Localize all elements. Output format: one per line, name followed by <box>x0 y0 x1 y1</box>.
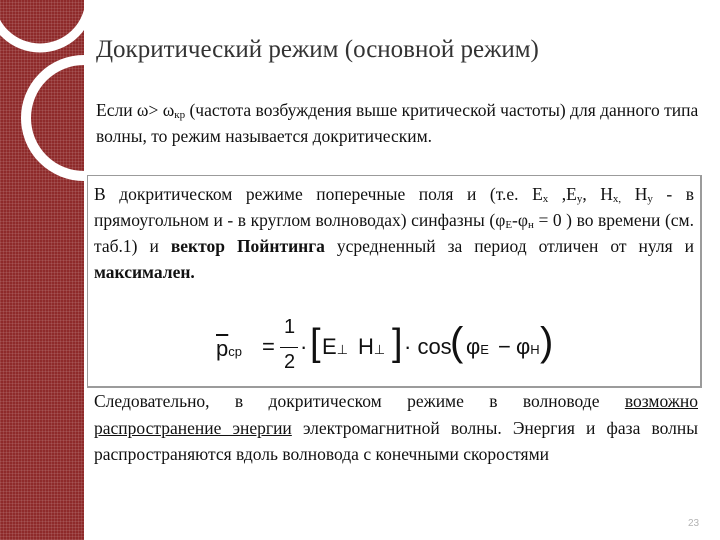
p2-sub-6: н <box>527 219 534 231</box>
slide-title: Докритический режим (основной режим) <box>96 36 539 63</box>
p2-text-4: H <box>621 184 648 204</box>
p2-sub-4: y <box>647 193 653 205</box>
formula-e: E <box>322 334 337 359</box>
omega-cr-subscript: кр <box>174 109 186 121</box>
p2-text-7: = 0 ) во времени (см. таб.1) и <box>94 210 694 256</box>
formula-phi-h <box>516 334 540 360</box>
formula-dot: · <box>300 334 308 359</box>
p2-sub-5: E <box>505 219 513 231</box>
formula-left-paren: ( <box>450 320 464 364</box>
p2-sub-1: x <box>542 193 549 205</box>
p3-text-1: Следовательно, в докритическом режиме в волноводе <box>94 391 625 411</box>
p2-text-1: В докритическом режиме поперечные поля и (т.е. E <box>94 184 543 204</box>
formula-h-perp <box>358 334 385 360</box>
formula-e-sub: ⊥ <box>336 342 349 357</box>
p3-text-2: электромагнитной волны. Энергия и фаза волны распространяются вдоль волновода с конечными скоростями <box>94 417 698 464</box>
formula-right-bracket: ] <box>392 322 403 364</box>
formula-phi-h-sub: H <box>530 342 540 357</box>
p2-text-2: ,E <box>548 184 577 204</box>
poynting-formula <box>212 318 552 382</box>
formula-left-bracket: [ <box>310 322 321 364</box>
formula-phi-e-sub: E <box>480 342 489 357</box>
formula-e-perp <box>322 334 348 360</box>
formula-p-bar <box>216 336 242 362</box>
intro-rest: (частота возбуждения выше критической частоты) для данного типа волны, то режим называется докритическим. <box>96 100 699 146</box>
formula-equals: = <box>262 334 275 359</box>
formula-numerator: 1 <box>284 316 296 338</box>
poynting-vector-bold: вектор Пойнтинга <box>170 236 325 256</box>
p2-sub-2: y <box>576 193 583 205</box>
ring-top <box>0 0 90 48</box>
formula-denominator: 2 <box>284 351 296 373</box>
formula-phi-h-symbol: φ <box>516 334 531 359</box>
formula-p-sub: ср <box>228 344 242 359</box>
formula-cos: · cos <box>404 334 452 359</box>
page-number: 23 <box>688 518 700 529</box>
formula-minus: − <box>498 334 511 359</box>
p2-text-6: -φ <box>512 210 528 230</box>
formula-fraction-bar <box>280 347 298 348</box>
formula-right-paren: ) <box>540 320 554 364</box>
formula-h: H <box>358 334 374 359</box>
formula-p: $\overline{p}$ <box>216 336 229 361</box>
conclusion-paragraph <box>94 388 698 468</box>
subcritical-paragraph <box>94 181 694 285</box>
p2-sub-3: x, <box>612 193 622 205</box>
p2-text-5: - в прямоугольном и - в круглом волноводах) синфазны (φ <box>94 184 694 230</box>
formula-h-sub: ⊥ <box>373 342 386 357</box>
formula-phi-e-symbol: φ <box>466 334 481 359</box>
intro-lead: Если ω> ω <box>96 100 175 120</box>
p2-text-3: , H <box>582 184 613 204</box>
formula-phi-e <box>466 334 489 360</box>
p2-text-8: усредненный за период отличен от нуля и <box>324 236 694 256</box>
intro-paragraph <box>96 97 702 149</box>
energy-propagation-underlined: возможно распространение энергии <box>94 391 698 438</box>
maximal-bold: максимален. <box>94 262 195 282</box>
